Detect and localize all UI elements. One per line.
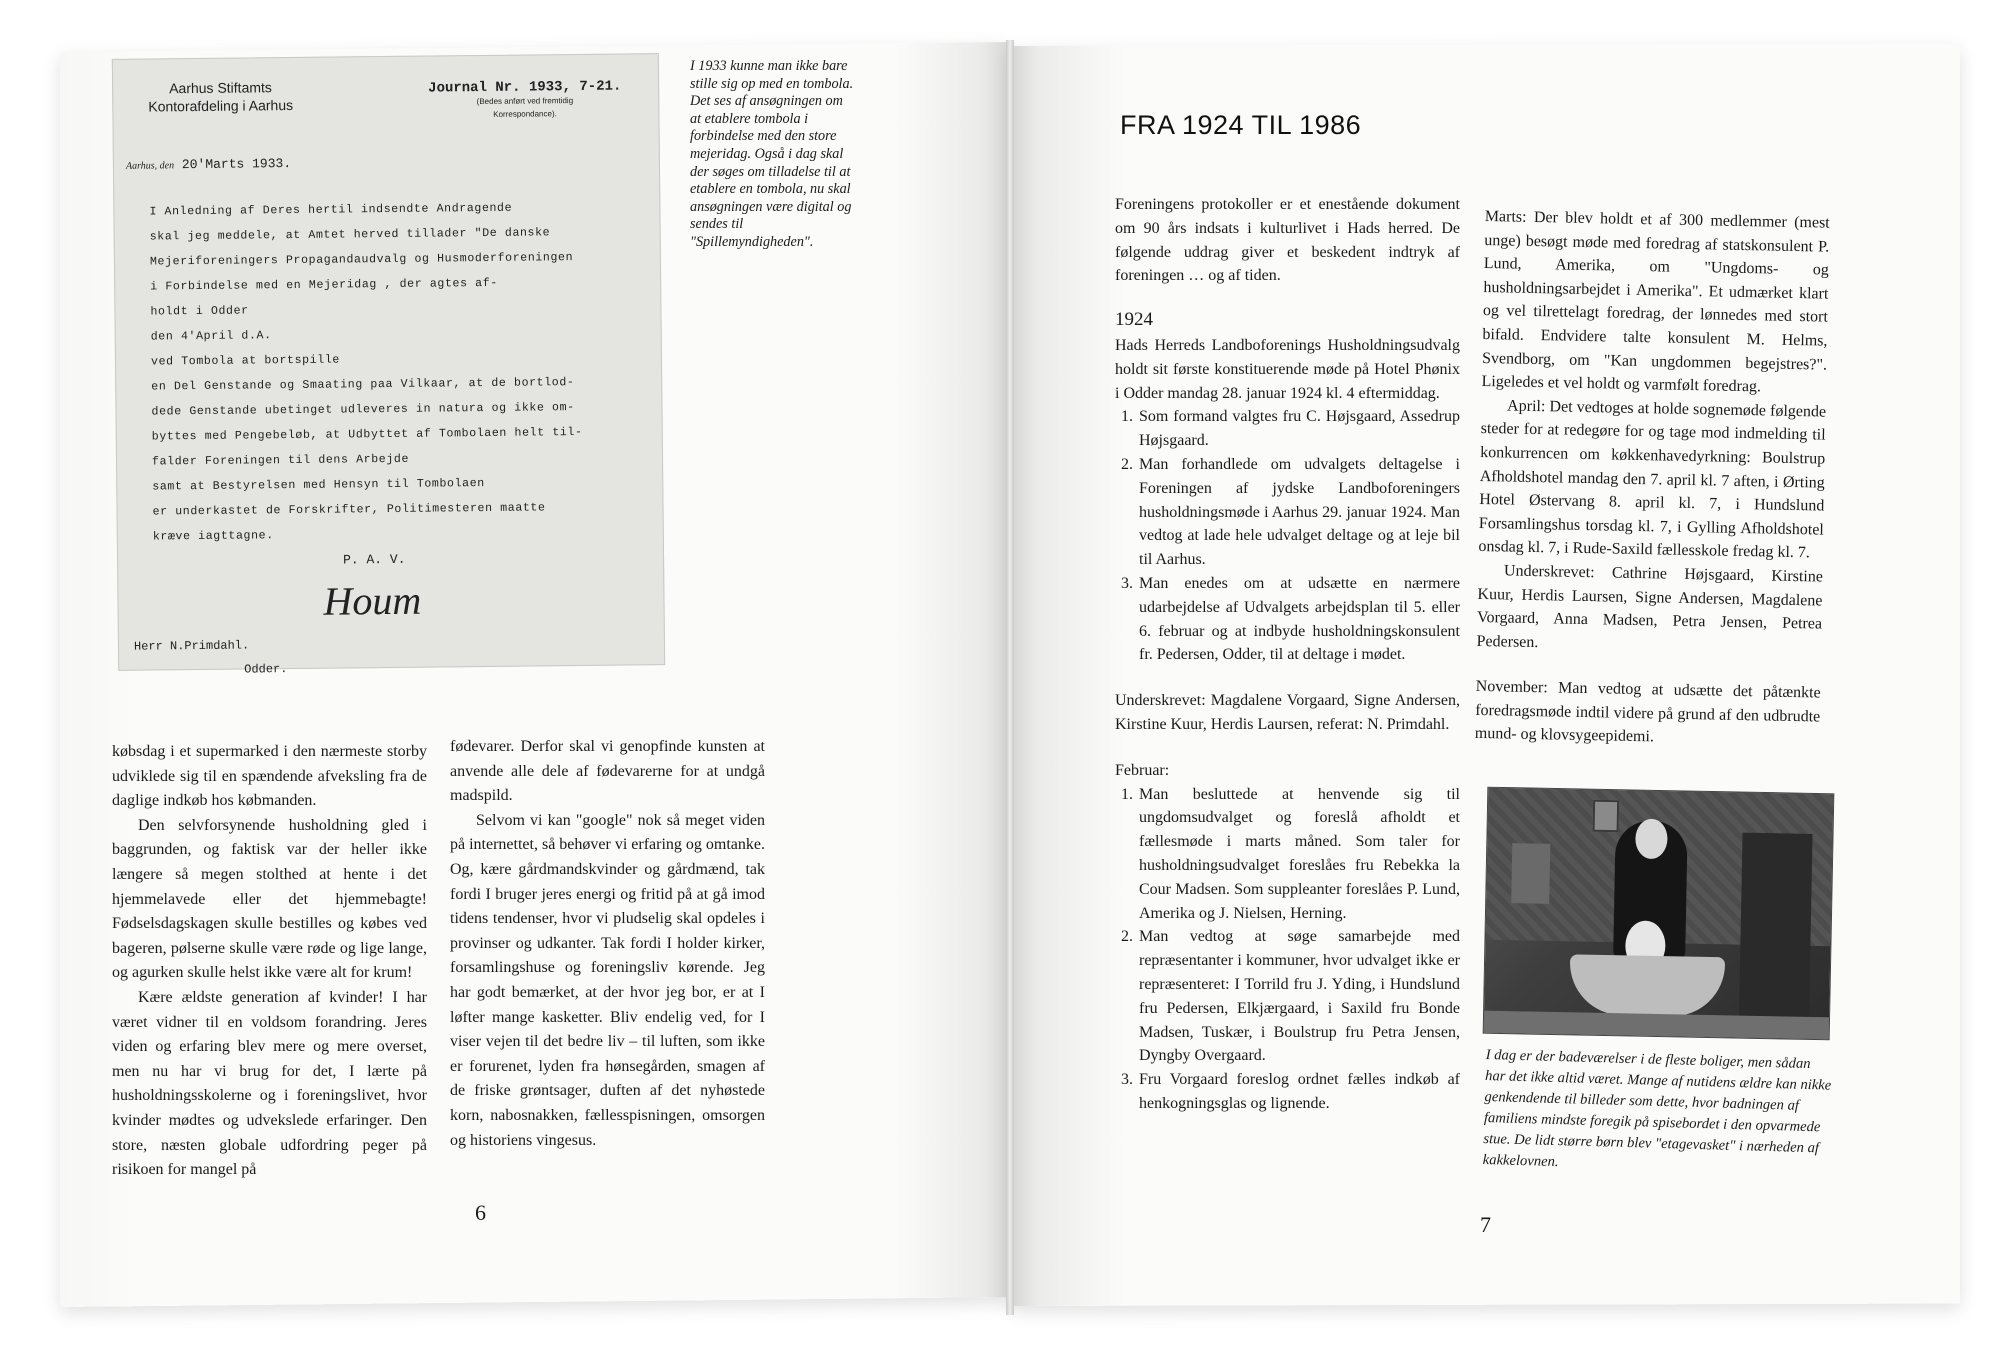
list-item: 1. Man besluttede at henvende sig til ungdomsudvalget og foreslå afholdt et fællesmøde i marts måned. Som taler for husholdningsudvalget foreslåes fru Rebekka la Cour Madsen. Som suppleanter foreslåes P. Lund, Amerika og J. Nielsen, Herning. [1137,783,1460,926]
page-heading: FRA 1924 TIL 1986 [1120,110,1362,140]
list-item: 2. Man forhandlede om udvalgets deltagelse i Foreningen af jydske Landboforeningers husholdningsmøde i Aarhus 29. januar 1924. Man vedtog at lade hele udvalget deltage og at leje bil til Aarhus. [1137,453,1460,572]
letter-line: byttes med Pengebeløb, at Udbyttet af Tombolaen helt til- [151,425,583,444]
left-column-1 [112,740,427,1183]
letter-line: samt at Bestyrelsen med Hensyn til Tombolaen [152,476,485,494]
right-column-1 [1115,193,1460,1116]
letter-header-left: Aarhus Stiftamts Kontorafdeling i Aarhus [148,79,294,115]
list-item: 1. Som formand valgtes fru C. Højsgaard, Assedrup Højsgaard. [1137,405,1460,453]
page-number-left: 6 [475,1200,486,1225]
letter-line: en Del Genstande og Smaating paa Vilkaar, at de bortlod- [151,376,575,394]
april-paragraph: April: Det vedtoges at holde sognemøde følgende steder for at redegøre for og tage mod indmelding til konkurrencen om køkkenhavedyrkning: Boulstrup Afholdshotel mandag den 7. april kl. 7 aften, i Ørting Hotel Østervang 8. april kl. 7, i Hundslund Forsamlingshus torsdag kl. 7, i Gylling Afholdshotel onsdag kl. 7, i Rude-Saxild fællesskole fredag kl. 7. [1478,397,1827,562]
letter-journal: Journal Nr. 1933, 7-21. (Bedes anført ved fremtidig Korrespondance). [428,78,622,119]
letter-line: skal jeg meddele, at Amtet herved tillader "De danske [149,226,551,244]
november-paragraph: November: Man vedtog at udsætte det påtænkte foredragsmøde indtil videre på grund af den udbrudte mund- og klovsygeepidemi. [1474,678,1821,746]
right-column-2 [1475,205,1830,753]
letter-line: dede Genstande ubetinget udleveres in natura og ikke om- [151,401,575,419]
bath-photo [1483,787,1835,1041]
paragraph: Kære ældste generation af kvinder! I har været vidner til en voldsom forandring. Jeres viden og erfaring blev mere og mere overset, men nu har vi brug for det, I lærte på husholdningsskolerne og i foreningslivet, hvor kvinder mødtes og udvekslede erfaringer. Den store, næsten globale udfordring peger på risikoen for mangel på [112,988,427,1179]
journal-number: Journal Nr. 1933, 7-21. [428,78,622,97]
list-item: 3. Fru Vorgaard foreslog ordnet fælles indkøb af henkogningsglas og lignende. [1137,1068,1460,1116]
paragraph: Den selvforsynende husholdning gled i baggrunden, og faktisk var der heller ikke længere så megen stolthed at hente i det hjemmelavede eller det hjemmebagte! Fødselsdagskagen skulle bestilles og købes ved bageren, pølserne skulle være røde og lige lange, og agurken skulle helst ikke være alt for krum! [112,816,427,982]
year-heading: 1924 [1115,309,1153,331]
letter-caption: I 1933 kunne man ikke bare stille sig op med en tombola. Det ses af ansøgningen om at etablere tombola i forbindelse med den store mejeridag. Også i dag skal der søges om tilladelse til at etablere en tombola, nu skal ansøgningen være digital og sendes til "Spillemyndigheden". [690,58,854,250]
intro-paragraph: Foreningens protokoller er et enestående dokument om 90 års indsats i kulturlivet i Hads herred. De følgende uddrag giver et beskedent indtryk af foreningen … og af tiden. [1115,196,1460,285]
letter-signature: Houm [323,577,422,624]
signed-paragraph-2: Underskrevet: Cathrine Højsgaard, Kirstine Kuur, Herdis Laursen, Signe Andersen, Magdalene Vorgaard, Anna Madsen, Petra Jensen, Petrea Pedersen. [1476,562,1824,651]
list-item: 3. Man enedes om at udsætte en nærmere udarbejdelse af Udvalgets arbejdsplan til 5. eller 6. februar og at indbyde husholdningskonsulent fr. Pedersen, Odder, til at deltage i mødet. [1137,572,1460,667]
letter-pav: P. A. V. [342,551,406,568]
letter-line: kræve iagttagne. [152,529,274,544]
letter-line: ved Tombola at bortspille [150,353,340,369]
letter-line: I Anledning af Deres hertil indsendte Andragende [149,201,513,219]
letter-line: falder Foreningen til dens Arbejde [151,452,410,469]
february-label: Februar: [1115,761,1170,779]
list-february [1115,783,1460,1116]
letter-addressee: Herr N.Primdahl. Odder. [133,638,288,677]
letter-line: er underkastet de Forskrifter, Politimesteren maatte [152,501,546,519]
letter-date: Aarhus, den 20'Marts 1933. [125,156,292,173]
book-spine [1006,40,1014,1315]
photo-caption: I dag er der badeværelser i de fleste boliger, men sådan har det ikke altid været. Mange af nutidens ældre kan nikke genkendende til billeder som dette, hvor badningen af familiens mindste foregik på spisebordet i den opvarmede stue. De lidt større børn blev "etagevasket" i nærheden af kakkelovnen. [1482,1046,1832,1171]
paragraph: fødevarer. Derfor skal vi genopfinde kunsten at anvende alle dele af fødevarerne for at undgå madspild. [450,738,765,805]
list-1924 [1115,405,1460,667]
signed-paragraph: Underskrevet: Magdalene Vorgaard, Signe Andersen, Kirstine Kuur, Herdis Laursen, referat: N. Primdahl. [1115,692,1460,733]
letter-line: den 4'April d.A. [150,329,272,344]
list-item: 2. Man vedtog at søge samarbejde med repræsentanter i kommuner, hvor udvalget ikke er repræsenteret: I Torrild fru J. Yding, i Hundslund fru Pedersen, Elkjærgaard, i Saxild fru Bonde Madsen, Tuskær, i Boulstrup fru Petra Jensen, Dyngby Overgaard. [1137,925,1460,1068]
paragraph: Selvom vi kan "google" nok så meget viden på internettet, så behøver vi erfaring og omtanke. Og, kære gårdmandskvinder og gårdmænd, tak fordi I bruger jeres energi og fritid på at gå imod tidens tendenser, hvor vi pludselig skal opdeles i provinser og udkanter. Tak fordi I holder kirker, forsamlingshuse og foreningsliv kørende. Jeg har godt bemærket, at der hvor jeg bor, er at I løfter mange kasketter. Bliv endelig ved, for I viser vejen til det bedre liv – til luften, som ikke er forurenet, lyden fra hønsegården, smagen af de friske grøntsager, duften af det nyhøstede korn, nabosnakken, fællesspisningen, omsorgen og historiens vingesus. [450,811,765,1149]
letter-line: i Forbindelse med en Mejeridag , der agtes af- [150,276,498,294]
left-column-2 [450,735,765,1153]
letter-line: Mejeriforeningers Propagandaudvalg og Husmoderforeningen [149,251,574,269]
letter-line: holdt i Odder [150,304,249,319]
letter-facsimile [112,53,665,677]
march-paragraph: Marts: Der blev holdt et af 300 medlemmer (mest unge) besøgt møde med foredrag af statskonsulent P. Lund, Amerika, om "Ungdoms- og husholdningsarbejdet i Amerika". Et udmærket klart og vel tilrettelagt foredrag, der lønnedes med stort bifald. Endvidere talte konsulent M. Helms, Svendborg, om "Kan ungdommen begejstres?". Ligeledes et vel holdt og varmfølt foredrag. [1481,207,1830,396]
paragraph: købsdag i et supermarked i den nærmeste storby udviklede sig til en spændende afveksling fra de daglige indkøb hos købmanden. [112,743,427,810]
year-intro: Hads Herreds Landboforenings Husholdningsudvalg holdt sit første konstituerende møde på Hotel Phønix i Odder mandag 28. januar 1924 kl. 4 eftermiddag. [1115,336,1460,402]
letter-body [149,194,653,549]
page-number-right: 7 [1480,1212,1491,1237]
